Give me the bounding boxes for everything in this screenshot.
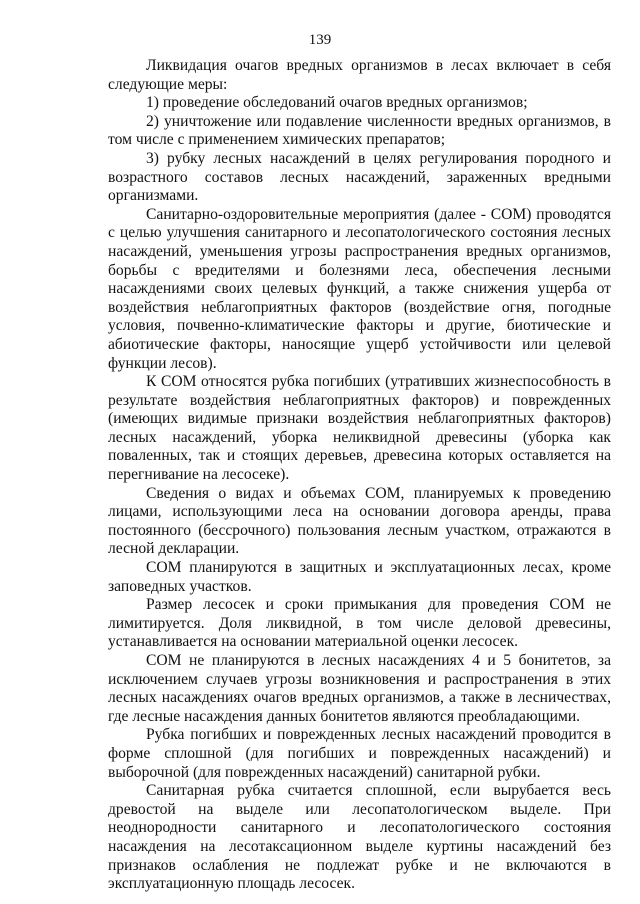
paragraph-measure-3: 3) рубку лесных насаждений в целях регулирования породного и возрастного составов лесных насаждений, зараженных вредными организмами.	[108, 149, 611, 205]
paragraph-som-declaration: Сведения о видах и объемах СОМ, планируемых к проведению лицами, использующими леса на основании договора аренды, права постоянного (бессрочного) пользования лесным участком, отражаются в лесной декларации.	[108, 484, 611, 558]
paragraph-som-definition: Санитарно-оздоровительные мероприятия (далее - СОМ) проводятся с целью улучшения санитарного и лесопатологического состояния лесных насаждений, уменьшения угрозы распространения вредных организмов, борьбы с вредителями и болезнями леса, обеспечения лесными насаждениями своих целевых функций, а также снижения ущерба от воздействия неблагоприятных факторов (воздействие огня, погодные условия, почвенно-климатические факторы и другие, биотические и абиотические факторы, наносящие ущерб устойчивости или целевой функции лесов).	[108, 205, 611, 372]
paragraph-som-types: К СОМ относятся рубка погибших (утративших жизнеспособность в результате воздействия неблагоприятных факторов) и поврежденных (имеющих видимые признаки воздействия неблагоприятных факторов) лесных насаждений, уборка неликвидной древесины (уборка как поваленных, так и стоящих деревьев, древесина которых оставляется на перегнивание на лесосеке).	[108, 373, 611, 484]
page-number: 139	[308, 32, 332, 48]
paragraph-bonitet: СОМ не планируются в лесных насаждениях 4 и 5 бонитетов, за исключением случаев угрозы возникновения и распространения в этих лесных насаждениях очагов вредных организмов, а также в лесничествах, где лесные насаждения данных бонитетов являются преобладающими.	[108, 652, 611, 725]
paragraph-measure-1: 1) проведение обследований очагов вредных организмов;	[146, 94, 528, 112]
paragraph-cutting-size: Размер лесосек и сроки примыкания для проведения СОМ не лимитируется. Доля ликвидной, в том числе деловой древесины, устанавливается на основании материальной оценки лесосек.	[108, 596, 611, 651]
paragraph-clear-cutting: Санитарная рубка считается сплошной, если вырубается весь древостой на выделе или лесопатологическом выделе. При неоднородности санитарного и лесопатологического состояния насаждения на лесотаксационном выделе куртины насаждений без признаков ослабления не подлежат рубке и не включаются в эксплуатационную площадь лесосек.	[108, 782, 611, 893]
paragraph-measures-intro: Ликвидация очагов вредных организмов в лесах включает в себя следующие меры:	[108, 57, 611, 93]
document-body	[108, 57, 611, 894]
paragraph-cutting-forms: Рубка погибших и поврежденных лесных насаждений проводится в форме сплошной (для погибших и поврежденных насаждений) и выборочной (для поврежденных насаждений) санитарной рубки.	[108, 726, 611, 781]
paragraph-measure-2: 2) уничтожение или подавление численности вредных организмов, в том числе с применением химических препаратов;	[108, 112, 611, 149]
paragraph-som-forests: СОМ планируются в защитных и эксплуатационных лесах, кроме заповедных участков.	[108, 559, 611, 595]
